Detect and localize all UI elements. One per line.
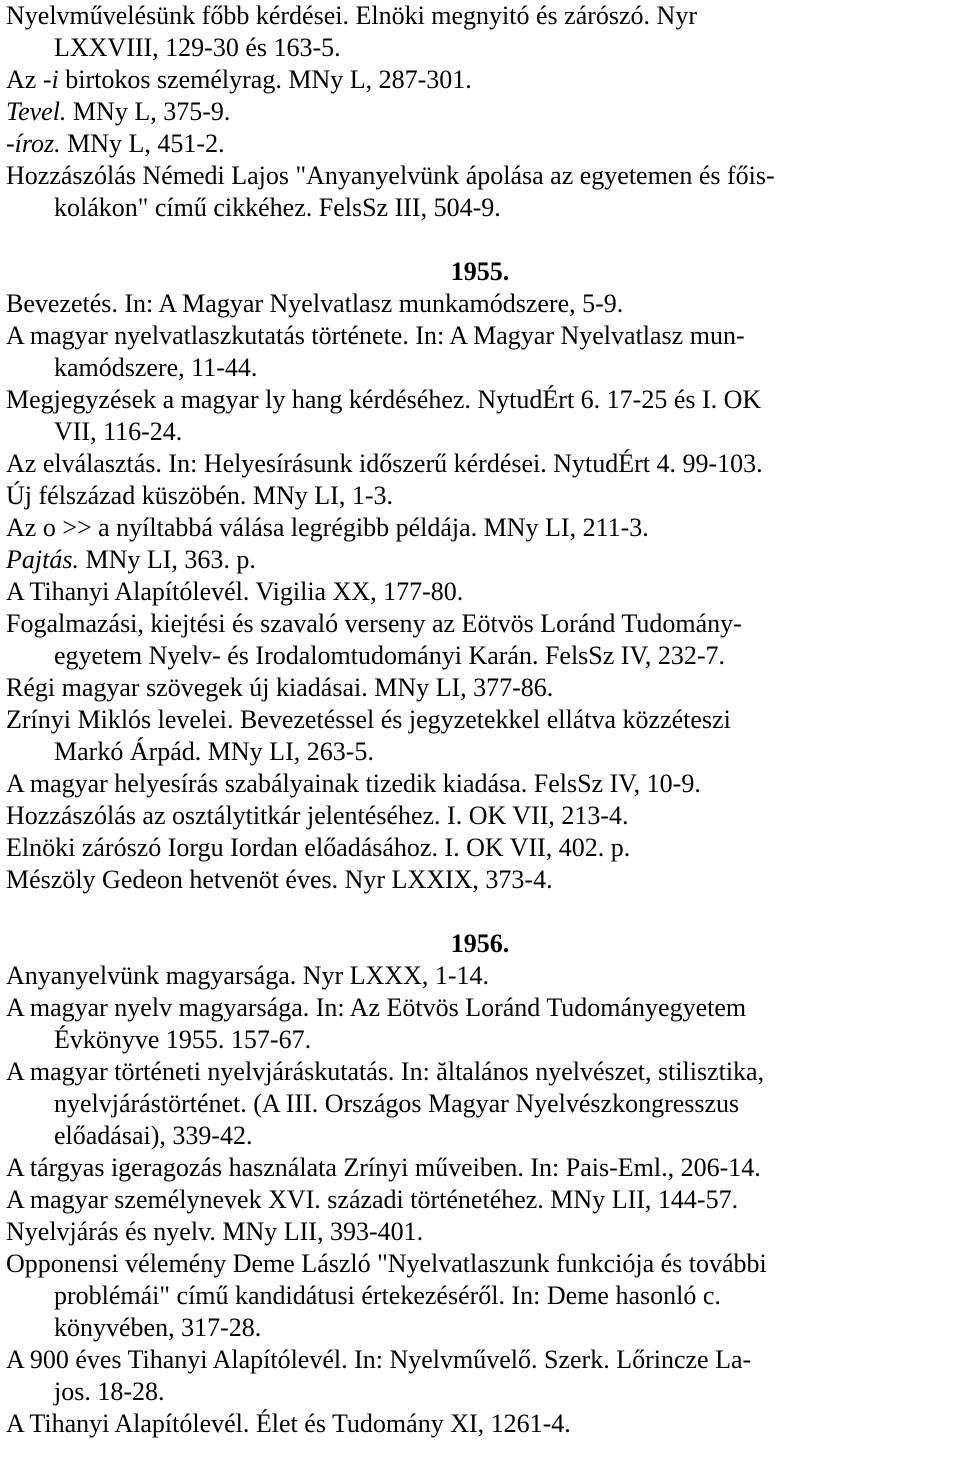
bibliography-entry: [6, 1216, 954, 1248]
bibliography-entry: [6, 448, 954, 480]
entry-line: A 900 éves Tihanyi Alapítólevél. In: Nyelvművelő. Szerk. Lőrincze La-: [6, 1345, 752, 1374]
bibliography-entry: [6, 1056, 954, 1152]
entry-line: A magyar történeti nyelvjáráskutatás. In: ăltalános nyelvészet, stilisztika,: [6, 1057, 765, 1086]
entry-line: Opponensi vélemény Deme László "Nyelvatlaszunk funkciója és további: [6, 1249, 767, 1278]
bibliography-entry: [6, 1248, 954, 1344]
entry-line: A magyar személynevek XVI. századi történetéhez. MNy LII, 144-57.: [6, 1185, 739, 1214]
bibliography-entry: [6, 608, 954, 672]
bibliography-entry: [6, 64, 954, 96]
entry-line: Nyelvművelésünk főbb kérdései. Elnöki megnyitó és zárószó. Nyr: [6, 1, 697, 30]
section-1955: [6, 288, 954, 896]
year-heading-1956: 1956.: [450, 929, 510, 958]
bibliography-entry: [6, 576, 954, 608]
bibliography-entry: [6, 288, 954, 320]
bibliography-entry: [6, 704, 954, 768]
bibliography-entry: [6, 320, 954, 384]
entry-line: könyvében, 317-28.: [54, 1313, 262, 1342]
entry-line: egyetem Nyelv- és Irodalomtudományi Karán. FelsSz IV, 232-7.: [54, 641, 726, 670]
entry-line: Évkönyve 1955. 157-67.: [54, 1025, 312, 1054]
entry-line: A Tihanyi Alapítólevél. Élet és Tudomány XI, 1261-4.: [6, 1409, 571, 1438]
entry-line: Megjegyzések a magyar ly hang kérdéséhez. NytudÉrt 6. 17-25 és I. OK: [6, 385, 762, 414]
bibliography-entry: [6, 1184, 954, 1216]
bibliography-entry: [6, 544, 954, 576]
bibliography-entry: [6, 768, 954, 800]
entry-line: Tevel. MNy L, 375-9.: [6, 97, 231, 126]
entry-line: Az elválasztás. In: Helyesírásunk időszerű kérdései. NytudÉrt 4. 99-103.: [6, 449, 763, 478]
bibliography-entry: [6, 960, 954, 992]
entry-line: Az -i birtokos személyrag. MNy L, 287-301.: [6, 65, 472, 94]
year-heading-1955: 1955.: [450, 257, 510, 286]
entry-line: Hozzászólás Némedi Lajos "Anyanyelvünk ápolása az egyetemen és főis-: [6, 161, 775, 190]
bibliography-entry: [6, 0, 954, 64]
section-1954-tail: [6, 0, 954, 224]
bibliography-entry: [6, 992, 954, 1056]
entry-line: A magyar helyesírás szabályainak tizedik kiadása. FelsSz IV, 10-9.: [6, 769, 701, 798]
entry-line: A tárgyas igeragozás használata Zrínyi műveiben. In: Pais-Eml., 206-14.: [6, 1153, 761, 1182]
bibliography-entry: [6, 672, 954, 704]
entry-line: Markó Árpád. MNy LI, 263-5.: [54, 737, 374, 766]
bibliography-entry: [6, 832, 954, 864]
entry-line: VII, 116-24.: [54, 417, 183, 446]
bibliography-entry: [6, 384, 954, 448]
bibliography-entry: [6, 128, 954, 160]
entry-line: jos. 18-28.: [54, 1377, 165, 1406]
entry-line: LXXVIII, 129-30 és 163-5.: [54, 33, 341, 62]
entry-line: Anyanyelvünk magyarsága. Nyr LXXX, 1-14.: [6, 961, 490, 990]
entry-line: kolákon" című cikkéhez. FelsSz III, 504-9.: [54, 193, 501, 222]
section-1956: [6, 960, 954, 1440]
bibliography-entry: [6, 480, 954, 512]
bibliography-page: [6, 0, 954, 1440]
entry-line: Az o >> a nyíltabbá válása legrégibb példája. MNy LI, 211-3.: [6, 513, 649, 542]
entry-line: A magyar nyelvatlaszkutatás története. In: A Magyar Nyelvatlasz mun-: [6, 321, 745, 350]
entry-line: Pajtás. MNy LI, 363. p.: [6, 545, 256, 574]
entry-line: -íroz. MNy L, 451-2.: [6, 129, 225, 158]
entry-line: kamódszere, 11-44.: [54, 353, 258, 382]
bibliography-entry: [6, 864, 954, 896]
entry-line: nyelvjárástörténet. (A III. Országos Magyar Nyelvészkongresszus: [54, 1089, 740, 1118]
bibliography-entry: [6, 800, 954, 832]
entry-line: Új félszázad küszöbén. MNy LI, 1-3.: [6, 481, 393, 510]
entry-line: Elnöki zárószó Iorgu Iordan előadásához. I. OK VII, 402. p.: [6, 833, 631, 862]
bibliography-entry: [6, 1152, 954, 1184]
entry-line: Hozzászólás az osztálytitkár jelentéséhez. I. OK VII, 213-4.: [6, 801, 629, 830]
entry-line: Régi magyar szövegek új kiadásai. MNy LI, 377-86.: [6, 673, 554, 702]
entry-line: Bevezetés. In: A Magyar Nyelvatlasz munkamódszere, 5-9.: [6, 289, 624, 318]
entry-line: Nyelvjárás és nyelv. MNy LII, 393-401.: [6, 1217, 424, 1246]
bibliography-entry: [6, 160, 954, 224]
bibliography-entry: [6, 512, 954, 544]
entry-line: Zrínyi Miklós levelei. Bevezetéssel és jegyzetekkel ellátva közzéteszi: [6, 705, 731, 734]
entry-line: problémái" című kandidátusi értekezéséről. In: Deme hasonló c.: [54, 1281, 721, 1310]
entry-line: előadásai), 339-42.: [54, 1121, 253, 1150]
entry-line: Fogalmazási, kiejtési és szavaló verseny az Eötvös Loránd Tudomány-: [6, 609, 742, 638]
bibliography-entry: [6, 96, 954, 128]
bibliography-entry: [6, 1344, 954, 1408]
bibliography-entry: [6, 1408, 954, 1440]
entry-line: A magyar nyelv magyarsága. In: Az Eötvös Loránd Tudományegyetem: [6, 993, 747, 1022]
entry-line: A Tihanyi Alapítólevél. Vigilia XX, 177-80.: [6, 577, 464, 606]
entry-line: Mészöly Gedeon hetvenöt éves. Nyr LXXIX, 373-4.: [6, 865, 553, 894]
